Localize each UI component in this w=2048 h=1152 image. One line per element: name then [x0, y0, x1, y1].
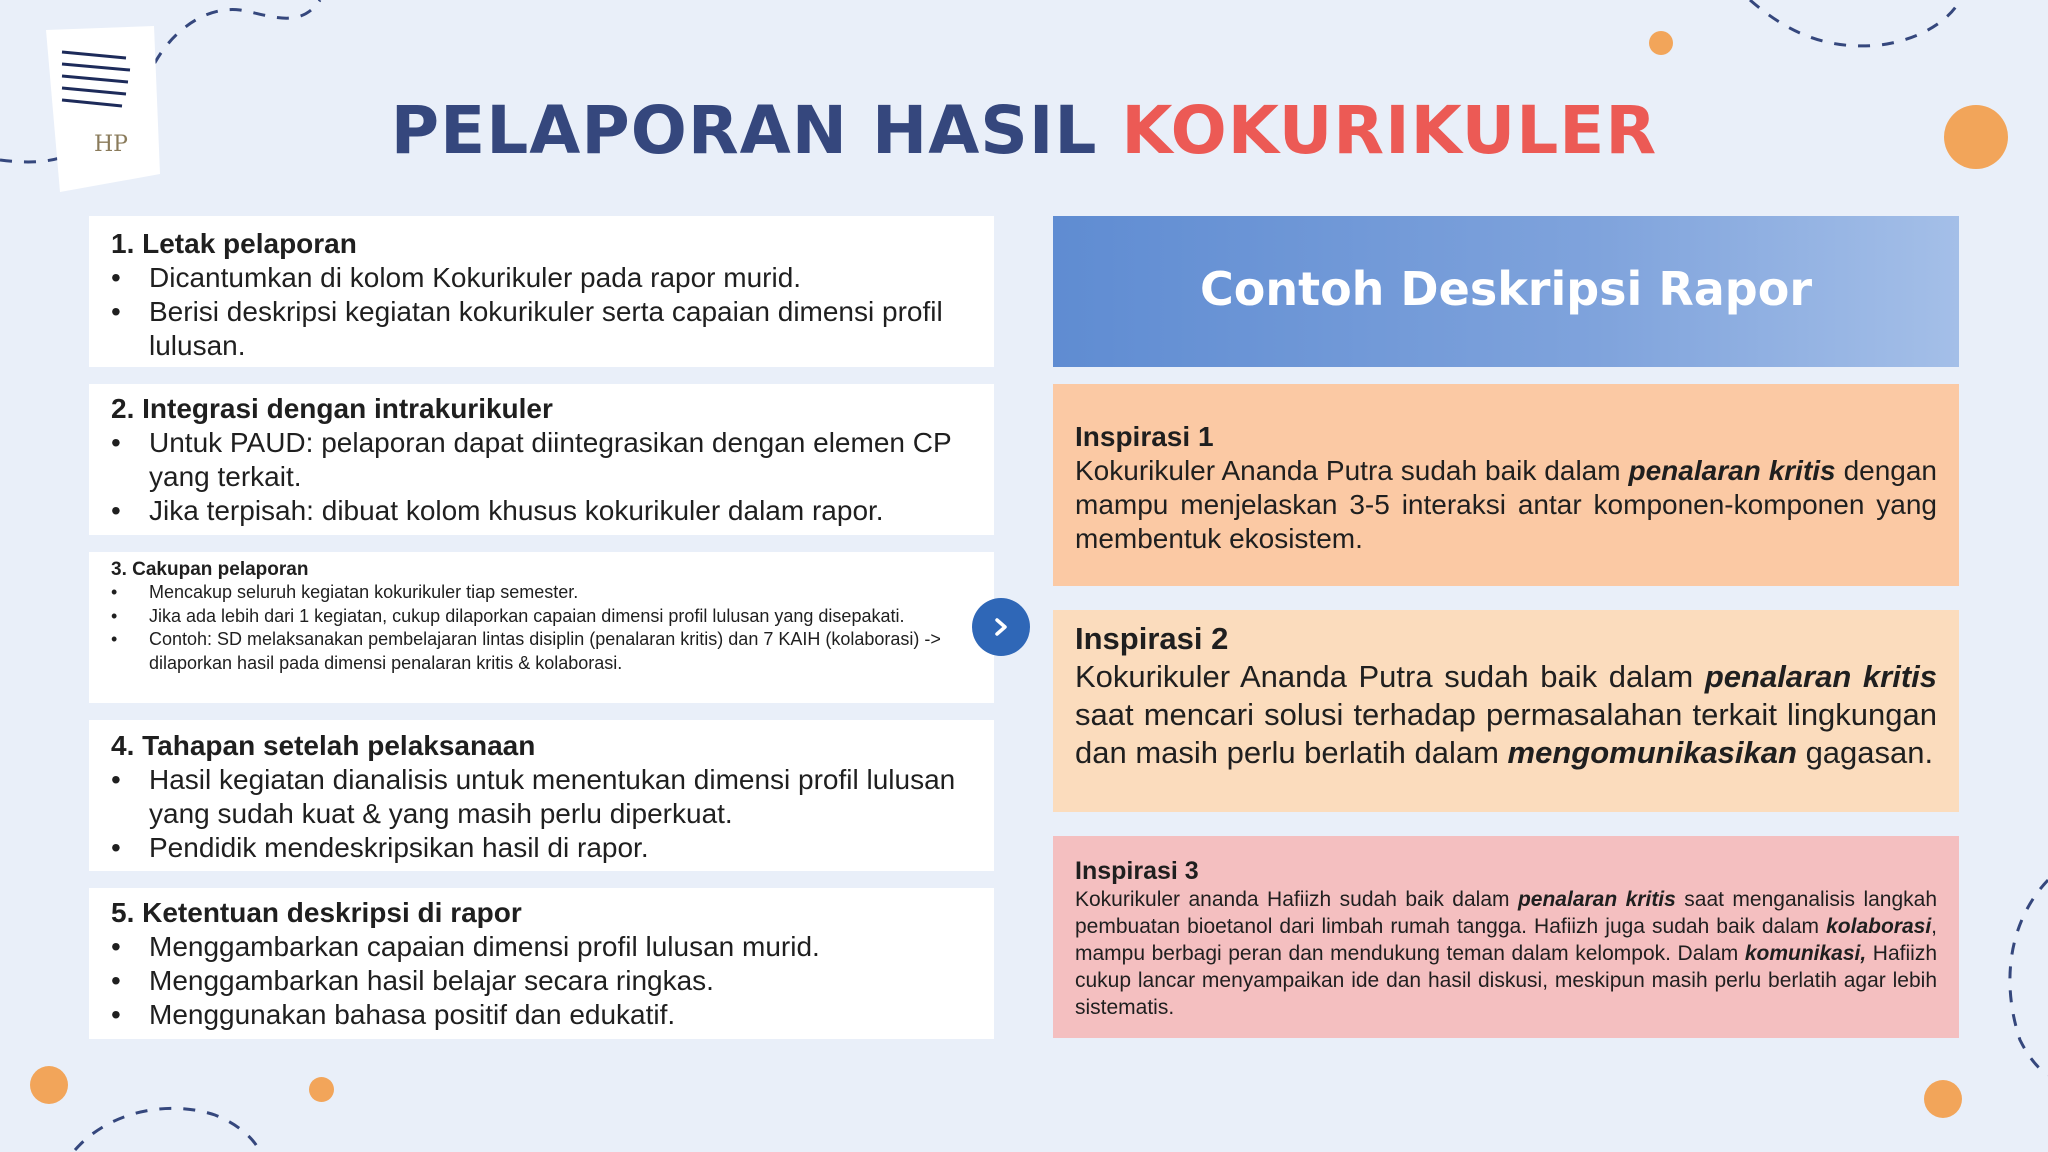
inspirasi-text-part: Hafiizh cukup lancar menyampaikan ide dan hasil diskusi, meskipun masih perlu berlatih agar lebih sistematis. [1075, 942, 1937, 1019]
inspirasi-text-part: , mampu berbagi peran dan mendukung teman dalam kelompok. Dalam [1075, 915, 1937, 965]
list-item: • Jika terpisah: dibuat kolom khusus kokurikuler dalam rapor. [111, 494, 972, 528]
list-item: • Mencakup seluruh kegiatan kokurikuler tiap semester. [111, 581, 972, 605]
inspirasi-text-part: gagasan. [1796, 735, 1934, 770]
inspirasi-card-3 [1053, 836, 1959, 1038]
card-heading: 5. Ketentuan deskripsi di rapor [111, 897, 522, 928]
inspirasi-emphasis: mengomunikasikan [1507, 735, 1797, 770]
list-item: • Dicantumkan di kolom Kokurikuler pada rapor murid. [111, 261, 972, 295]
example-header-title: Contoh Deskripsi Rapor [1199, 262, 1813, 316]
inspirasi-heading: Inspirasi 2 [1075, 621, 1229, 656]
logo-text: HP [94, 132, 128, 157]
inspirasi-card-2 [1053, 610, 1959, 812]
inspirasi-text [1075, 658, 1937, 772]
list-item: • Menggambarkan hasil belajar secara ringkas. [111, 964, 972, 998]
inspirasi-card-1 [1053, 384, 1959, 586]
inspirasi-heading: Inspirasi 1 [1075, 421, 1214, 452]
inspirasi-text-part: saat mencari solusi terhadap permasalahan terkait lingkungan dan masih perlu berlatih dalam [1075, 697, 1937, 770]
list-item: • Pendidik mendeskripsikan hasil di rapor. [111, 831, 972, 865]
list-item: • Hasil kegiatan dianalisis untuk menentukan dimensi profil lulusan yang sudah kuat & yang masih perlu diperkuat. [111, 763, 972, 831]
card-integrasi [89, 384, 994, 535]
decorative-dot [309, 1077, 334, 1102]
card-ketentuan [89, 888, 994, 1039]
inspirasi-text-part: Kokurikuler ananda Hafiizh sudah baik dalam [1075, 888, 1518, 911]
list-item: • Menggambarkan capaian dimensi profil lulusan murid. [111, 930, 972, 964]
next-button[interactable] [972, 598, 1030, 656]
example-header-box [1053, 216, 1959, 367]
inspirasi-text [1075, 454, 1937, 556]
inspirasi-text-part: Kokurikuler Ananda Putra sudah baik dalam [1075, 659, 1705, 694]
inspirasi-emphasis: komunikasi, [1744, 942, 1867, 965]
list-item: • Contoh: SD melaksanakan pembelajaran lintas disiplin (penalaran kritis) dan 7 KAIH (kolaborasi) -> dilaporkan hasil pada dimensi penalaran kritis & kolaborasi. [111, 628, 972, 675]
card-heading: 2. Integrasi dengan intrakurikuler [111, 393, 553, 424]
decorative-dot [1944, 105, 2008, 169]
inspirasi-text-part: Kokurikuler Ananda Putra sudah baik dalam [1075, 455, 1629, 486]
decorative-dot [1649, 31, 1673, 55]
page-title [0, 92, 2048, 169]
card-tahapan [89, 720, 994, 871]
title-part-2: KOKURIKULER [1121, 92, 1658, 169]
list-item: • Untuk PAUD: pelaporan dapat diintegrasikan dengan elemen CP yang terkait. [111, 426, 972, 494]
decorative-dot [1924, 1080, 1962, 1118]
list-item: • Jika ada lebih dari 1 kegiatan, cukup dilaporkan capaian dimensi profil lulusan yang disepakati. [111, 605, 972, 629]
decorative-dot [30, 1066, 68, 1104]
inspirasi-emphasis: penalaran kritis [1517, 888, 1676, 911]
card-letak-pelaporan [89, 216, 994, 367]
list-item: • Berisi deskripsi kegiatan kokurikuler serta capaian dimensi profil lulusan. [111, 295, 972, 363]
inspirasi-emphasis: penalaran kritis [1628, 455, 1836, 486]
title-part-1: PELAPORAN HASIL [390, 92, 1098, 169]
inspirasi-text-part: saat menganalisis langkah pembuatan bioetanol dari limbah rumah tangga. Hafiizh juga sudah baik dalam [1075, 888, 1938, 938]
card-heading: 3. Cakupan pelaporan [111, 559, 309, 580]
inspirasi-text-part: dengan mampu menjelaskan 3-5 interaksi antar komponen-komponen yang membentuk ekosistem. [1075, 455, 1938, 554]
chevron-right-icon [990, 616, 1012, 638]
inspirasi-text [1075, 886, 1937, 1021]
card-heading: 1. Letak pelaporan [111, 228, 357, 259]
card-heading: 4. Tahapan setelah pelaksanaan [111, 730, 536, 761]
card-cakupan [89, 552, 994, 703]
list-item: • Menggunakan bahasa positif dan edukatif. [111, 998, 972, 1032]
inspirasi-emphasis: kolaborasi [1826, 915, 1932, 938]
inspirasi-heading: Inspirasi 3 [1075, 857, 1199, 885]
inspirasi-emphasis: penalaran kritis [1704, 659, 1938, 694]
